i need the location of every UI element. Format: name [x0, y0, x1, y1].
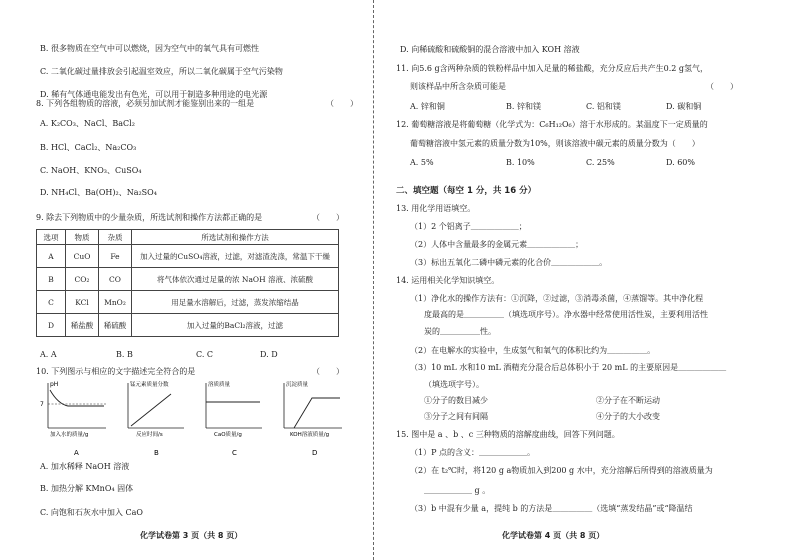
table-cell: 加入过量的BaCl₂溶液，过滤: [132, 314, 339, 337]
graph-c-y-label: 溶质质量: [208, 382, 231, 388]
q15-part-3: （3）b 中混有少量 a，提纯 b 的方法是＿＿＿＿＿（选填“蒸发结晶”或“降温结: [410, 504, 693, 513]
q11-stem: 11. 向5.6 g含两种杂质的铁粉样品中加入足量的稀盐酸，充分反应后共产生0.2 g氢气，: [396, 64, 709, 73]
table-cell: KCl: [66, 291, 99, 314]
table-header-row: [37, 230, 339, 245]
q9-option-b: B. B: [116, 350, 133, 359]
table-header: 杂质: [99, 230, 132, 245]
graph-b-x-label: 反应时间/s: [136, 432, 163, 438]
table-cell: B: [37, 268, 66, 291]
table-row: [37, 245, 339, 268]
table-header: 选项: [37, 230, 66, 245]
q12-option-b: B. 10%: [506, 158, 535, 167]
graph-a-curve: [50, 390, 104, 406]
graph-c-x-label: CaO质量/g: [214, 432, 242, 438]
q10-graphs-svg: [36, 378, 346, 458]
table-header: 所选试剂和操作方法: [132, 230, 339, 245]
table-cell: 将气体依次通过足量的浓 NaOH 溶液、浓硫酸: [132, 268, 339, 291]
graph-d-letter: D: [312, 449, 318, 457]
q10-option-a: A. 加水稀释 NaOH 溶液: [40, 462, 130, 471]
graph-a-letter: A: [74, 449, 79, 457]
page-3-footer: 化学试卷第 3 页（共 8 页）: [140, 531, 243, 540]
q8-option-b: B. HCl、CaCl₂、Na₂CO₃: [40, 143, 137, 152]
q9-option-c: C. C: [196, 350, 214, 359]
graph-b-y-label: 锰元素质量分数: [130, 382, 169, 388]
q14-choice-4: ④分子的大小改变: [596, 412, 660, 421]
graph-c-letter: C: [232, 449, 237, 457]
q11-stem-cont: 则该样品中所含杂质可能是: [410, 82, 506, 91]
table-cell: 稀硫酸: [99, 314, 132, 337]
q15-stem: 15. 图中是 a 、b 、c 三种物质的溶解度曲线，回答下列问题。: [396, 430, 620, 439]
graph-a-y-label: pH: [50, 381, 59, 388]
q8-option-d: D. NH₄Cl、Ba(OH)₂、Na₂SO₄: [40, 188, 157, 197]
q12-stem: 12. 葡萄糖溶液是将葡萄糖（化学式为：C₆H₁₂O₆）溶于水形成的。某温度下一定质量的: [396, 120, 708, 129]
q12-option-d: D. 60%: [666, 158, 695, 167]
q14-part-3: （3）10 mL 水和10 mL 酒精充分混合后总体积小于 20 mL 的主要原因是＿＿＿＿＿＿: [410, 363, 727, 372]
q7-option-b: B. 很多物质在空气中可以燃烧，因为空气中的氧气具有可燃性: [40, 44, 259, 53]
column-divider: [373, 0, 374, 560]
q13-part-2: （2）人体中含量最多的金属元素＿＿＿＿＿＿；: [410, 240, 584, 249]
graph-a-tick-7: 7: [40, 401, 44, 408]
table-cell: A: [37, 245, 66, 268]
table-cell: 用足量水溶解后，过滤，蒸发浓缩结晶: [132, 291, 339, 314]
q15-part-2-cont: ＿＿＿＿＿＿ g 。: [424, 486, 491, 495]
graph-d-x-label: KOH溶液质量/g: [290, 432, 330, 438]
q12-option-a: A. 5%: [410, 158, 434, 167]
graph-b-line: [131, 394, 171, 426]
q12-option-c: C. 25%: [586, 158, 615, 167]
q14-part-1: （1）净化水的操作方法有：①沉降，②过滤，③消毒杀菌，④蒸馏等。其中净化程: [410, 294, 704, 303]
q10-option-b: B. 加热分解 KMnO₄ 固体: [40, 484, 134, 493]
graph-d-curve: [294, 398, 340, 428]
q10-option-d: D. 向稀硫酸和硫酸铜的混合溶液中加入 KOH 溶液: [400, 45, 580, 54]
q10-graphs: [36, 378, 346, 458]
q14-stem: 14. 运用相关化学知识填空。: [396, 276, 500, 285]
q14-part-1-end: 炭的＿＿＿＿＿性。: [424, 327, 496, 336]
q7-option-c: C. 二氧化碳过量排放会引起温室效应，所以二氧化碳属于空气污染物: [40, 67, 283, 76]
q13-stem: 13. 用化学用语填空。: [396, 204, 476, 213]
table-cell: 加入过量的CuSO₄溶液，过滤，对滤渣洗涤，常温下干燥: [132, 245, 339, 268]
q14-part-1-cont: 度最高的是＿＿＿＿＿（填选项序号）。净水器中经常使用活性炭，主要利用活性: [424, 310, 708, 319]
q12-stem-cont: 葡萄糖溶液中氢元素的质量分数为10%，则该溶液中碳元素的质量分数为（ ）: [410, 139, 700, 148]
page-4-footer: 化学试卷第 4 页（共 8 页）: [502, 531, 605, 540]
page-3: [36, 0, 356, 560]
q14-choice-2: ②分子在不断运动: [596, 396, 660, 405]
graph-d: [284, 380, 342, 457]
graph-c: [206, 380, 262, 457]
table-row: [37, 268, 339, 291]
graph-b: [128, 380, 184, 457]
table-cell: 稀盐酸: [66, 314, 99, 337]
q7-option-d: D. 稀有气体通电能发出有色光，可以用于制造多种用途的电光源: [40, 90, 268, 99]
table-row: [37, 291, 339, 314]
q13-part-1: （1）2 个铝离子＿＿＿＿＿＿；: [410, 222, 527, 231]
table-header: 物质: [66, 230, 99, 245]
table-cell: MnO₂: [99, 291, 132, 314]
q8-answer-paren: （ ）: [326, 99, 358, 108]
table-cell: CuO: [66, 245, 99, 268]
page-4: [396, 0, 776, 560]
q14-choice-1: ①分子的数目减少: [424, 396, 488, 405]
table-cell: Fe: [99, 245, 132, 268]
q9-stem: 9. 除去下列物质中的少量杂质，所选试剂和操作方法都正确的是: [36, 213, 263, 222]
q11-option-a: A. 锌和铜: [410, 102, 445, 111]
q9-option-a: A. A: [40, 350, 57, 359]
q9-option-d: D. D: [260, 350, 278, 359]
table-cell: C: [37, 291, 66, 314]
graph-a: [40, 381, 106, 457]
q15-part-2: （2）在 t₂℃时，将120 g a物质加入到200 g 水中，充分溶解后所得到的溶液质量为: [410, 466, 713, 475]
q11-option-c: C. 铝和镁: [586, 102, 621, 111]
q10-stem: 10. 下列图示与相应的文字描述完全符合的是: [36, 367, 196, 376]
table-cell: D: [37, 314, 66, 337]
graph-d-y-label: 沉淀质量: [286, 382, 309, 388]
q8-stem: 8. 下列各组物质的溶液，必须另加试剂才能鉴别出来的一组是: [36, 99, 255, 108]
graph-a-x-label: 加入水的质量/g: [50, 432, 89, 438]
graph-b-letter: B: [154, 449, 159, 457]
q8-option-c: C. NaOH、KNO₃、CuSO₄: [40, 166, 142, 175]
q13-part-3: （3）标出五氧化二磷中磷元素的化合价＿＿＿＿＿＿。: [410, 258, 608, 267]
table-row: [37, 314, 339, 337]
q14-part-2: （2）在电解水的实验中，生成氢气和氧气的体积比约为＿＿＿＿＿。: [410, 346, 656, 355]
q9-answer-paren: （ ）: [312, 213, 344, 222]
q14-choice-3: ③分子之间有间隔: [424, 412, 488, 421]
q11-option-d: D. 碳和铜: [666, 102, 702, 111]
q10-option-c: C. 向饱和石灰水中加入 CaO: [40, 508, 143, 517]
table-cell: CO₂: [66, 268, 99, 291]
q10-answer-paren: （ ）: [312, 367, 344, 376]
q15-part-1: （1）P 点的含义：＿＿＿＿＿＿。: [410, 448, 536, 457]
table-cell: CO: [99, 268, 132, 291]
q9-options-table: [36, 229, 339, 337]
q14-part-3-cont: （填选项字号）。: [424, 380, 484, 389]
q8-option-a: A. K₂CO₃、NaCl、BaCl₂: [40, 119, 135, 128]
q11-answer-paren: （ ）: [706, 82, 738, 91]
section-2-heading: 二、填空题（每空 1 分，共 16 分）: [396, 186, 537, 196]
q11-option-b: B. 锌和镁: [506, 102, 541, 111]
